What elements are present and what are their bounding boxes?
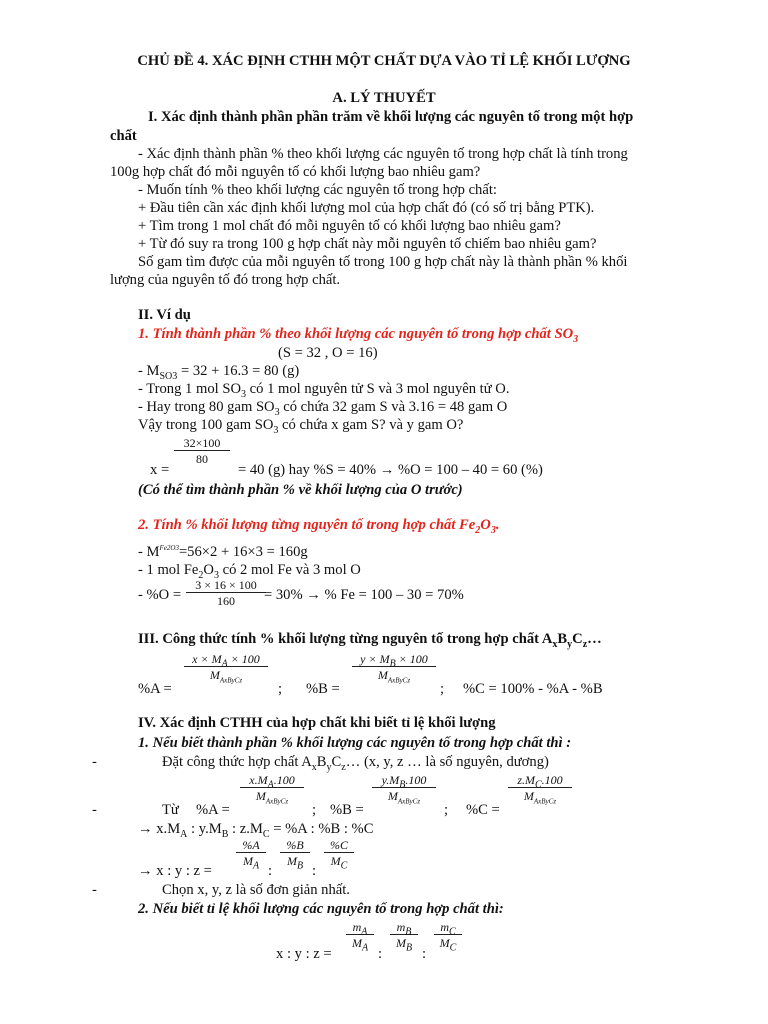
bullet-dash: - xyxy=(92,754,97,770)
from-label: Từ xyxy=(162,802,179,818)
separator: ; xyxy=(278,681,283,697)
section-3-heading: III. Công thức tính % khối lượng từng nguyên tố trong hợp chất $A_xB_yC_z\dots$ xyxy=(138,631,602,650)
colon: : xyxy=(422,946,427,962)
step-1: Đặt công thức hợp chất $A_xB_yC_z\dots$ (x, y, z … là số nguyên, dương) xyxy=(162,754,549,773)
paragraph: - Xác định thành phần % theo khối lượng các nguyên tố trong hợp chất là tính trong xyxy=(138,146,628,162)
paragraph: + Tìm trong 1 mol chất đó mỗi nguyên tố có khối lượng bao nhiêu gam? xyxy=(138,218,561,234)
mass-b-fraction: $\frac{m_B}{M_B}$ xyxy=(390,920,418,950)
paragraph: - Trong 1 mol $SO_3$ có 1 mol nguyên tử S và 3 mol nguyên tử O. xyxy=(138,381,510,400)
section-1-heading: I. Xác định thành phần phần trăm về khối lượng các nguyên tố trong một hợp xyxy=(148,109,634,125)
paragraph: + Đầu tiên cần xác định khối lượng mol của hợp chất đó (có số trị bằng PTK). xyxy=(138,200,595,216)
example-2-title: 2. Tính % khối lượng từng nguyên tố trong hợp chất $Fe_2O_3$. xyxy=(138,517,500,536)
ratio-b-fraction: $\frac{\%B}{M_B}$ xyxy=(280,838,310,868)
percent-b-label: %B = xyxy=(330,802,364,818)
fraction-32x100-over-80: $\frac{32\times 100}{80}$ xyxy=(174,436,230,466)
section-1-heading-cont: chất xyxy=(110,128,137,144)
colon: : xyxy=(378,946,383,962)
ratio-c-fraction: $\frac{\%C}{M_C}$ xyxy=(324,838,354,868)
paragraph: 100g hợp chất đó mỗi nguyên tố có khối lượng bao nhiêu gam? xyxy=(110,164,481,180)
x-result: = 40 (g) hay %S = 40% → %O = 100 – 40 = 60 (%) xyxy=(238,462,543,478)
percent-b-fraction: $y.M_B.100$ $M_{AxByCz}$ xyxy=(372,773,436,803)
percent-a-label: %A = xyxy=(138,681,172,697)
paragraph: lượng của nguyên tố đó trong hợp chất. xyxy=(110,272,341,288)
molar-mass-line: - $M^{Fe2O3}=56\times 2 + 16\times 3 = 160g$ xyxy=(138,544,308,560)
percent-b-fraction: $y \times M_B \times 100$ $M_{AxByCz}$ xyxy=(352,652,436,682)
percent-c-fraction: $z.M_C.100$ $M_{AxByCz}$ xyxy=(508,773,572,803)
paragraph: + Từ đó suy ra trong 100 g hợp chất này mỗi nguyên tố chiếm bao nhiêu gam? xyxy=(138,236,597,252)
separator: ; xyxy=(444,802,449,818)
ratio-equation: → $x.M_A$ : $y.M_B$ : $z.M_C = \%A$ : %B : %C xyxy=(138,821,374,840)
paragraph: - Muốn tính % theo khối lượng các nguyên tố trong hợp chất: xyxy=(138,182,497,198)
colon: : xyxy=(268,863,273,879)
document-title: CHỦ ĐỀ 4. XÁC ĐỊNH CTHH MỘT CHẤT DỰA VÀO TỈ LỆ KHỐI LƯỢNG xyxy=(137,53,631,69)
section-2-heading: II. Ví dụ xyxy=(138,307,191,323)
molar-mass-line: - $M_{SO3} = 32 + 16.3 = 80$ (g) xyxy=(138,363,300,382)
colon: : xyxy=(312,863,317,879)
example-1-title: 1. Tính thành phần % theo khối lượng các nguyên tố trong hợp chất $SO_3$ xyxy=(138,326,579,345)
mass-c-fraction: $\frac{m_C}{M_C}$ xyxy=(434,920,462,950)
xyz-mass-ratio-label: x : y : z = xyxy=(276,946,332,962)
percent-c-label: %C = xyxy=(466,802,500,818)
paragraph: Vậy trong 100 gam $SO_3$ có chứa x gam S? và y gam O? xyxy=(138,417,464,436)
percent-a-label: %A = xyxy=(196,802,230,818)
ratio-a-fraction: $\frac{\%A}{M_A}$ xyxy=(236,838,266,868)
bullet-dash: - xyxy=(92,882,97,898)
percent-b-label: %B = xyxy=(306,681,340,697)
separator: ; xyxy=(312,802,317,818)
case-2-heading: 2. Nếu biết tỉ lệ khối lượng các nguyên tố trong hợp chất thì: xyxy=(138,901,504,917)
paragraph: - Hay trong 80 gam $SO_3$ có chứa 32 gam S và 3.16 = 48 gam O xyxy=(138,399,508,418)
paragraph: Số gam tìm được của mỗi nguyên tố trong 100 g hợp chất này là thành phần % khối xyxy=(138,254,628,270)
percent-c-expression: %C = 100% - %A - %B xyxy=(463,681,603,697)
fraction-3x16x100-over-160: $\frac{3 \times 16 \times 100}{160}$ xyxy=(186,578,266,608)
mass-a-fraction: $\frac{m_A}{M_A}$ xyxy=(346,920,374,950)
percent-o-label: - %O = xyxy=(138,587,182,603)
percent-o-result: = 30% → % Fe = 100 – 30 = 70% xyxy=(264,587,464,603)
percent-a-fraction: $x.M_A.100$ $M_{AxByCz}$ xyxy=(240,773,304,803)
bullet-dash: - xyxy=(92,802,97,818)
section-a-heading: A. LÝ THUYẾT xyxy=(332,90,436,106)
xyz-ratio-label: → x : y : z = xyxy=(138,863,212,879)
case-1-heading: 1. Nếu biết thành phần % khối lượng các nguyên tố trong hợp chất thì : xyxy=(138,735,572,751)
step-choose: Chọn x, y, z là số đơn giản nhất. xyxy=(162,882,350,898)
given-values: (S = 32 , O = 16) xyxy=(278,345,378,361)
percent-a-fraction: $x \times M_A \times 100$ $M_{AxByCz}$ xyxy=(184,652,268,682)
example-1-note: (Có thể tìm thành phần % về khối lượng của O trước) xyxy=(138,482,463,498)
separator: ; xyxy=(440,681,445,697)
section-4-heading: IV. Xác định CTHH của hợp chất khi biết tỉ lệ khối lượng xyxy=(138,715,496,731)
x-equals: x = xyxy=(150,462,170,478)
paragraph: - 1 mol $Fe_2O_3$ có 2 mol Fe và 3 mol O xyxy=(138,562,361,581)
